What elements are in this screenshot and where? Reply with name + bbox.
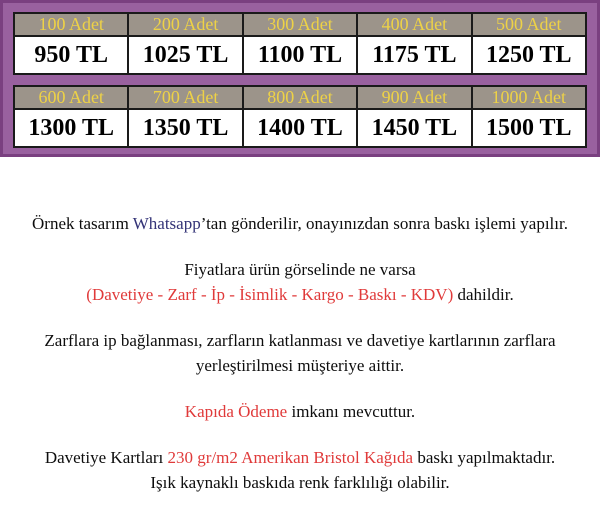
price-value: 1350 TL bbox=[128, 109, 242, 147]
price-value: 1025 TL bbox=[128, 36, 242, 74]
note-text: baskı yapılmaktadır. bbox=[413, 448, 556, 467]
note-text: Örnek tasarım bbox=[32, 214, 133, 233]
note-text: Işık kaynaklı baskıda renk farklılığı olabilir. bbox=[150, 473, 450, 492]
qty-header: 400 Adet bbox=[357, 13, 471, 36]
qty-header: 500 Adet bbox=[472, 13, 586, 36]
note-text: dahildir. bbox=[453, 285, 514, 304]
note-text: Davetiye Kartları bbox=[44, 448, 168, 467]
price-row bbox=[14, 36, 586, 74]
note-text: Zarflara ip bağlanması, zarfların katlanması ve davetiye kartlarının zarflara bbox=[44, 331, 556, 350]
cash-on-delivery-text: Kapıda Ödeme bbox=[184, 402, 288, 421]
qty-header: 100 Adet bbox=[14, 13, 128, 36]
price-value: 1300 TL bbox=[14, 109, 128, 147]
note-text: yerleştirilmesi müşteriye aittir. bbox=[195, 356, 405, 375]
note-customer-responsibility bbox=[0, 328, 600, 378]
price-row bbox=[14, 109, 586, 147]
quantity-header-row bbox=[14, 86, 586, 109]
price-value: 1100 TL bbox=[243, 36, 357, 74]
qty-header: 600 Adet bbox=[14, 86, 128, 109]
note-price-includes bbox=[0, 257, 600, 307]
note-paper-quality bbox=[0, 445, 600, 495]
price-value: 950 TL bbox=[14, 36, 128, 74]
whatsapp-link[interactable]: Whatsapp bbox=[132, 214, 201, 233]
qty-header: 200 Adet bbox=[128, 13, 242, 36]
price-table-600-1000 bbox=[13, 85, 587, 148]
price-value: 1400 TL bbox=[243, 109, 357, 147]
pricing-banner bbox=[0, 0, 600, 157]
paper-spec-text: 230 gr/m2 Amerikan Bristol Kağıda bbox=[167, 448, 414, 467]
qty-header: 300 Adet bbox=[243, 13, 357, 36]
included-items-text: (Davetiye - Zarf - İp - İsimlik - Kargo - Baskı - KDV) bbox=[86, 285, 454, 304]
note-text: Fiyatlara ürün görselinde ne varsa bbox=[184, 260, 416, 279]
qty-header: 1000 Adet bbox=[472, 86, 586, 109]
note-text: imkanı mevcuttur. bbox=[287, 402, 416, 421]
qty-header: 900 Adet bbox=[357, 86, 471, 109]
quantity-header-row bbox=[14, 13, 586, 36]
price-value: 1500 TL bbox=[472, 109, 586, 147]
note-sample-design bbox=[0, 211, 600, 236]
price-table-100-500 bbox=[13, 12, 587, 75]
note-cash-on-delivery bbox=[0, 399, 600, 424]
qty-header: 700 Adet bbox=[128, 86, 242, 109]
note-text: ’tan gönderilir, onayınızdan sonra baskı işlemi yapılır. bbox=[200, 214, 568, 233]
qty-header: 800 Adet bbox=[243, 86, 357, 109]
price-value: 1450 TL bbox=[357, 109, 471, 147]
price-value: 1175 TL bbox=[357, 36, 471, 74]
price-value: 1250 TL bbox=[472, 36, 586, 74]
info-notes bbox=[0, 211, 600, 495]
